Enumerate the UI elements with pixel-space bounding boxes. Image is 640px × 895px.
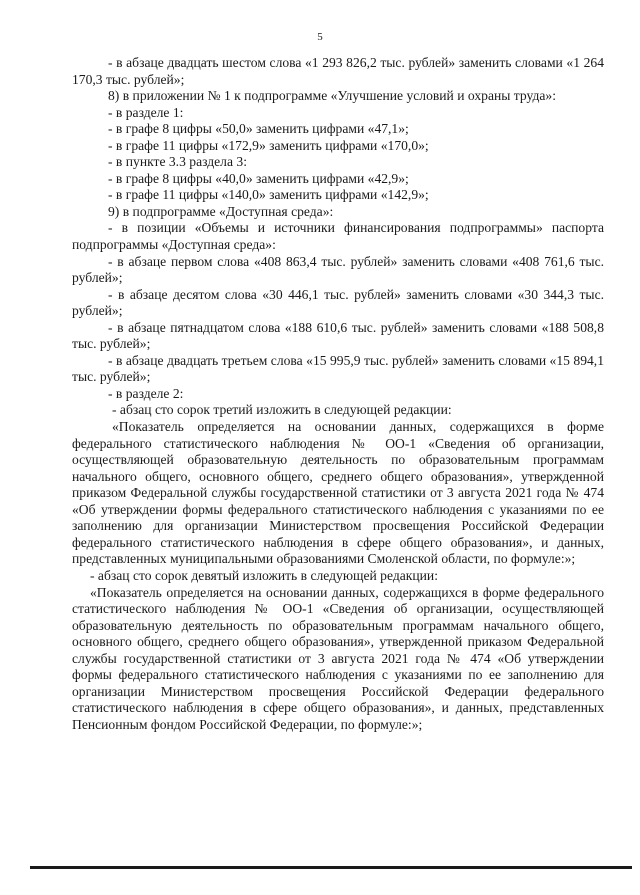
paragraph-column-11-a: - в графе 11 цифры «172,9» заменить цифрами «170,0»; <box>108 137 429 153</box>
bottom-rule <box>30 866 632 869</box>
document-body <box>72 55 604 733</box>
paragraph-funding-position: - в позиции «Объемы и источники финансирования подпрограммы» паспорта подпрограммы «Доступная среда»: <box>72 220 604 253</box>
paragraph-143rd: - абзац сто сорок третий изложить в следующей редакции: <box>112 402 452 418</box>
paragraph-section-2: - в разделе 2: <box>108 385 184 401</box>
paragraph-fifteenth: - в абзаце пятнадцатом слова «188 610,6 тыс. рублей» заменить словами «188 508,8 тыс. рублей»; <box>72 319 604 352</box>
paragraph-149th: - абзац сто сорок девятый изложить в следующей редакции: <box>90 567 438 583</box>
paragraph-first: - в абзаце первом слова «408 863,4 тыс. рублей» заменить словами «408 761,6 тыс. рублей»; <box>72 253 604 286</box>
paragraph-column-11-b: - в графе 11 цифры «140,0» заменить цифрами «142,9»; <box>108 187 429 203</box>
paragraph-twenty-third: - в абзаце двадцать третьем слова «15 995,9 тыс. рублей» заменить словами «15 894,1 тыс. рублей»; <box>72 352 604 385</box>
paragraph-column-8-b: - в графе 8 цифры «40,0» заменить цифрами «42,9»; <box>108 170 409 186</box>
paragraph-point-3-3: - в пункте 3.3 раздела 3: <box>108 154 247 170</box>
paragraph-section-1: - в разделе 1: <box>108 104 184 120</box>
page-number: 5 <box>317 31 323 43</box>
paragraph-tenth: - в абзаце десятом слова «30 446,1 тыс. рублей» заменить словами «30 344,3 тыс. рублей»; <box>72 286 604 319</box>
paragraph-amendment-26th: - в абзаце двадцать шестом слова «1 293 826,2 тыс. рублей» заменить словами «1 264 170,3 тыс. рублей»; <box>72 55 604 87</box>
quote-indicator-municipal: «Показатель определяется на основании данных, содержащихся в форме федерального статистического наблюдения № ОО-1 «Сведения об организации, осуществляющей образовательную деятельность по образовательным программам начального общего, основного общего, среднего общего образования», утвержденной приказом Федеральной службы государственной статистики от 3 августа 2021 года № 474 «Об утверждении формы федерального статистического наблюдения с указаниями по ее заполнению для организации Министерством просвещения Российской Федерации федерального статистического наблюдения в сфере общего образования», и данных, представленных муниципальными образованиями Смоленской области, по формуле:»; <box>72 419 604 567</box>
paragraph-column-8-a: - в графе 8 цифры «50,0» заменить цифрами «47,1»; <box>108 121 409 137</box>
quote-indicator-pension: «Показатель определяется на основании данных, содержащихся в форме федерального статистического наблюдения № ОО-1 «Сведения об организации, осуществляющей образовательную деятельность по образовательным программам начального общего, основного общего, среднего общего образования», утвержденной приказом Федеральной службы государственной статистики от 3 августа 2021 года № 474 «Об утверждении формы федерального статистического наблюдения с указаниями по ее заполнению для организации Министерством просвещения Российской Федерации федерального статистического наблюдения в сфере общего образования», и данных, представленных Пенсионным фондом Российской Федерации, по формуле:»; <box>72 584 604 732</box>
paragraph-item-9: 9) в подпрограмме «Доступная среда»: <box>108 203 334 219</box>
paragraph-item-8: 8) в приложении № 1 к подпрограмме «Улучшение условий и охраны труда»: <box>108 88 556 104</box>
